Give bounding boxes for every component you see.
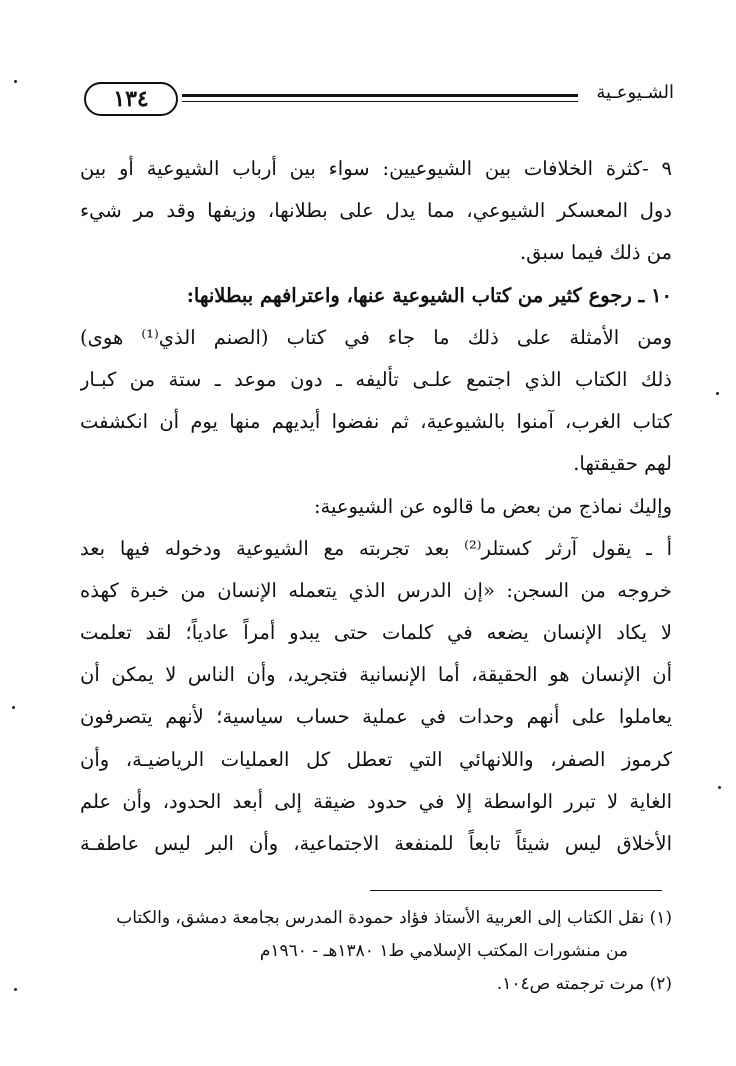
scan-speck — [716, 392, 719, 395]
scan-speck — [14, 988, 17, 991]
body-line: الغاية لا تبرر الواسطة إلا في حدود ضيقة إلى أبعد الحدود، وأن علم — [80, 789, 672, 813]
body-line: الأخلاق ليس شيئاً تابعاً للمنفعة الاجتماعية، وأن البر ليس عاطفـة — [80, 832, 672, 855]
footnote-line: (٢) مرت ترجمته ص١٠٤. — [496, 974, 672, 994]
scan-speck — [12, 706, 15, 709]
body-line: وإليك نماذج من بعض ما قالوه عن الشيوعية: — [313, 494, 672, 518]
body-line: ومن الأمثلة على ذلك ما جاء في كتاب (الصنم الذي⁽¹⁾ هوى) — [80, 325, 672, 349]
footnote-line: (١) نقل الكتاب إلى العربية الأستاذ فؤاد حمودة المدرس بجامعة دمشق، والكتاب — [116, 908, 672, 928]
body-line: لهم حقيقتها. — [573, 452, 672, 476]
scan-speck — [14, 80, 17, 83]
page-header — [84, 80, 674, 122]
body-line: كتاب الغرب، آمنوا بالشيوعية، ثم نفضوا أيديهم منها يوم أن انكشفت — [80, 410, 672, 434]
body-line: أ ـ يقول آرثر كستلر⁽²⁾ بعد تجربته مع الشيوعية ودخوله فيها بعد — [80, 536, 672, 560]
body-line: ذلك الكتاب الذي اجتمع علـى تأليفه ـ دون موعد ـ ستة من كبـار — [80, 367, 672, 391]
footnotes — [80, 902, 672, 1001]
body-line: أن الإنسان هو الحقيقة، أما الإنسانية فتجريد، وأن الناس لا يمكن أن — [80, 663, 672, 687]
page-number: ١٣٤ — [84, 82, 178, 116]
body-line: ٩ -كثرة الخلافات بين الشيوعيين: سواء بين أرباب الشيوعية أو بين — [80, 157, 672, 180]
body-line: يعاملوا على أنهم وحدات في عملية حساب سياسية؛ لأنهم يتصرفون — [80, 705, 672, 729]
running-title: الشـيوعـية — [596, 82, 674, 103]
footnote-line: من منشورات المكتب الإسلامي ط١ ١٣٨٠هـ - ١٩٦٠م — [259, 941, 628, 961]
footnote-separator — [370, 890, 662, 891]
body-line: لا يكاد الإنسان يضعه في كلمات حتى يبدو أمراً عادياً؛ لقد تعلمت — [80, 621, 672, 645]
body-line: خروجه من السجن: «إن الدرس الذي يتعمله الإنسان من خبرة كهذه — [80, 578, 672, 602]
section-heading: ١٠ ـ رجوع كثير من كتاب الشيوعية عنها، واعترافهم ببطلانها: — [186, 283, 672, 307]
body-line: دول المعسكر الشيوعي، مما يدل على بطلانها، وزيفها وقد مر شيء — [80, 199, 672, 223]
header-rule-thick — [182, 94, 578, 97]
header-rule-thin — [182, 101, 578, 102]
page-body — [80, 148, 672, 865]
scan-speck — [718, 786, 721, 789]
body-line: من ذلك فيما سبق. — [519, 241, 672, 265]
body-line: كرموز الصفر، واللانهائي التي تعطل كل العمليات الرياضيـة، وأن — [80, 747, 672, 771]
